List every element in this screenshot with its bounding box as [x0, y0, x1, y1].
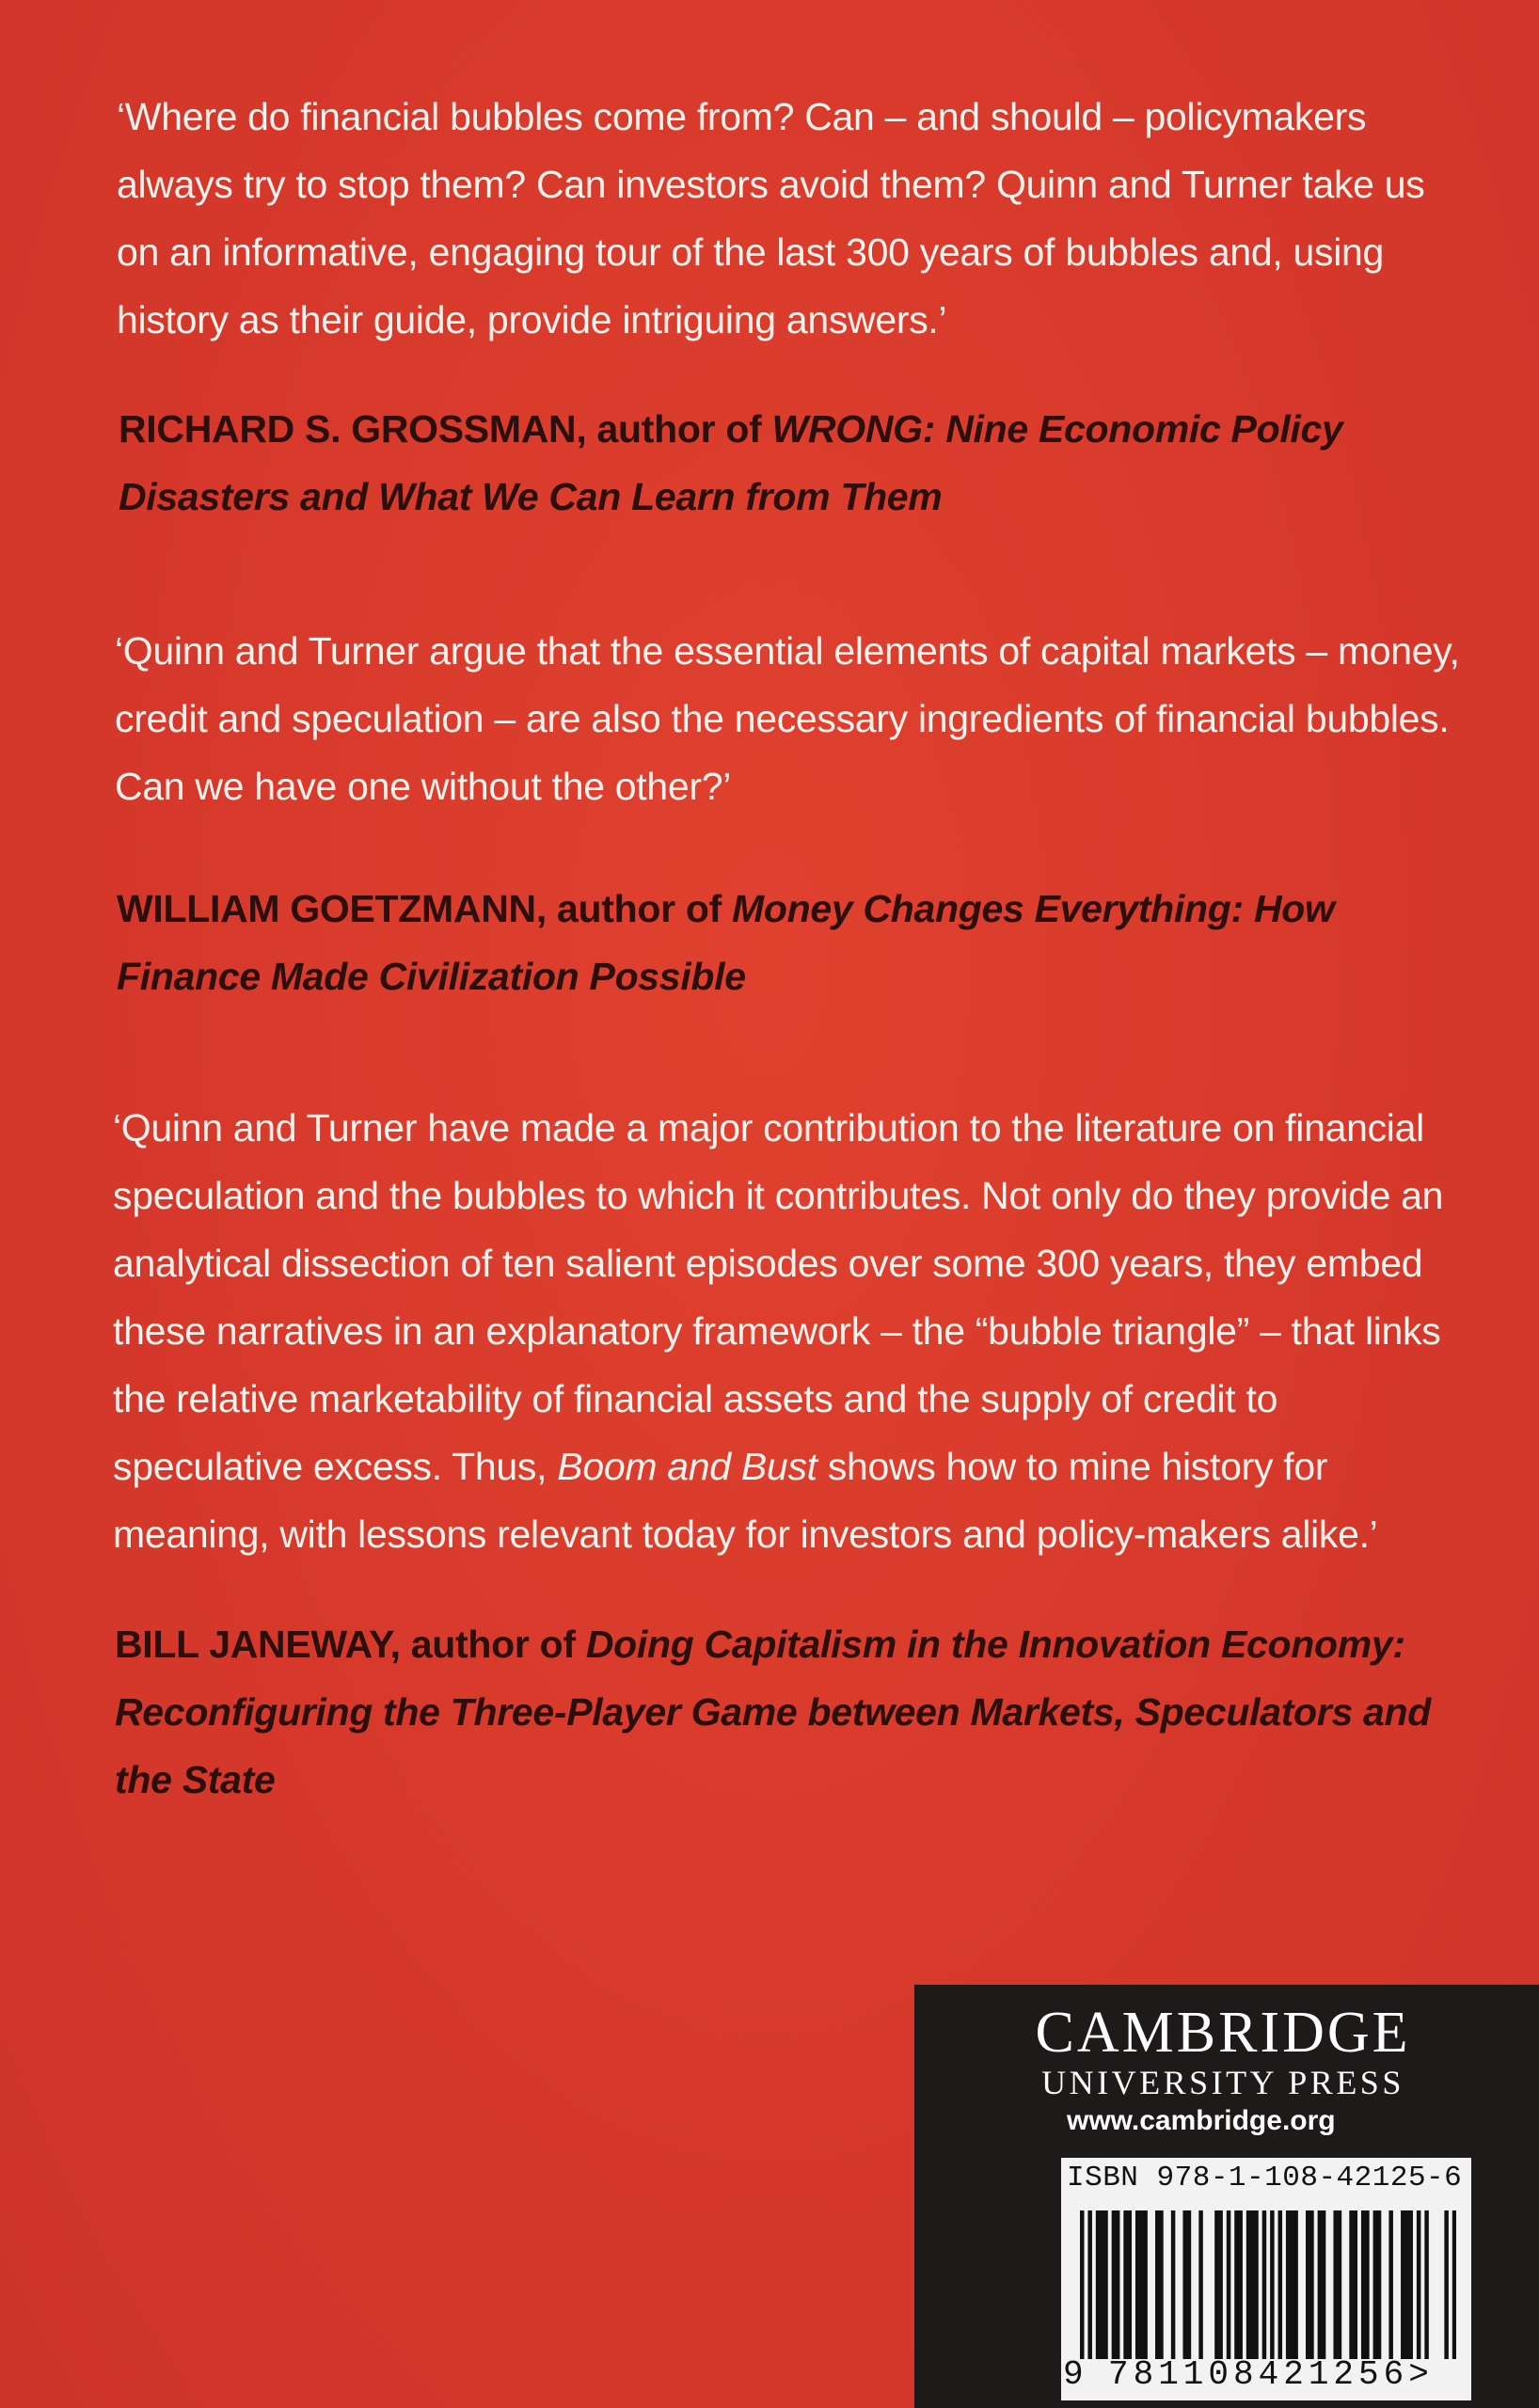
blurb-quote-1: [117, 83, 1471, 354]
barcode-bar: [1309, 2210, 1314, 2359]
barcode-bar: [1246, 2210, 1251, 2359]
barcode-bar: [1159, 2210, 1164, 2359]
blurb-author-of-3: author of: [410, 1623, 576, 1666]
barcode-bar: [1254, 2210, 1259, 2359]
blurb-quote-3-part1: ‘Quinn and Turner have made a major contribution to the literature on financial speculation and the bubbles to which it contributes. Not only do they provide an analytical dissection of ten salient episodes over some 300 years, they embed these narratives in an explanatory framework – the “bubble triangle” – that links the relative marketability of financial assets and the supply of credit to speculative excess. Thus,: [113, 1106, 1444, 1488]
barcode-bar: [1306, 2210, 1310, 2359]
blurb-attribution-2: [117, 875, 1471, 1010]
ean-first-digit: 9: [1063, 2355, 1084, 2394]
publisher-name: CAMBRIDGE: [1035, 2001, 1411, 2065]
barcode-bar: [1338, 2210, 1342, 2359]
barcode-bar: [1270, 2210, 1275, 2359]
barcode-bar: [1171, 2210, 1176, 2359]
barcode-bar: [1290, 2210, 1294, 2359]
barcode-bar: [1139, 2210, 1144, 2359]
blurb-author-of-2: author of: [557, 887, 722, 930]
barcode-bar: [1080, 2210, 1085, 2359]
barcode-bar: [1100, 2210, 1104, 2359]
barcode-bar: [1286, 2210, 1291, 2359]
barcode-bar: [1096, 2210, 1101, 2359]
blurb-quote-2: [115, 617, 1469, 820]
barcode-bar: [1155, 2210, 1160, 2359]
barcode-bar: [1234, 2210, 1239, 2359]
blurb-author-3: BILL JANEWAY,: [115, 1623, 401, 1666]
blurb-quote-3-book-title: Boom and Bust: [557, 1445, 817, 1488]
barcode-bar: [1112, 2210, 1117, 2359]
barcode-bar: [1424, 2210, 1429, 2359]
blurb-quote-3-part2: shows how to mine history for meaning, with lessons relevant today for investors and policy-makers alike.’: [113, 1445, 1378, 1556]
blurb-quote-3: [113, 1094, 1468, 1568]
ean-digits: [1108, 2355, 1434, 2394]
publisher-press: UNIVERSITY PRESS: [1041, 2064, 1404, 2101]
barcode-bar: [1116, 2210, 1120, 2359]
blurb-book-title-3: Doing Capitalism in the Innovation Economy: Reconfiguring the Three-Player Game between Markets, Speculators and the State: [115, 1623, 1432, 1801]
barcode-bar: [1365, 2210, 1370, 2359]
barcode-bar: [1128, 2210, 1133, 2359]
blurb-quote-2-text: ‘Quinn and Turner argue that the essential elements of capital markets – money, credit and speculation – are also the necessary ingredients of financial bubbles. Can we have one without the other?’: [115, 629, 1460, 808]
barcode-bars: [1080, 2210, 1456, 2359]
barcode-bar: [1361, 2210, 1366, 2359]
isbn-barcode: [1061, 2158, 1471, 2400]
barcode-bar: [1388, 2210, 1393, 2359]
barcode-bar: [1087, 2210, 1092, 2359]
barcode-bar: [1214, 2210, 1219, 2359]
blurb-quote-1-text: ‘Where do financial bubbles come from? Can – and should – policymakers always try to stop them? Can investors avoid them? Quinn and Turner take us on an informative, engaging tour of the last 300 years of bubbles and, using history as their guide, provide intriguing answers.’: [117, 95, 1425, 341]
barcode-bar: [1182, 2210, 1187, 2359]
publisher-url: www.cambridge.org: [1067, 2105, 1336, 2136]
barcode-bar: [1444, 2210, 1449, 2359]
barcode-bar: [1404, 2210, 1409, 2359]
ean-end-mark: >: [1408, 2355, 1434, 2394]
barcode-bar: [1377, 2210, 1382, 2359]
barcode-bar: [1293, 2210, 1298, 2359]
barcode-bar: [1238, 2210, 1243, 2359]
barcode-bar: [1123, 2210, 1128, 2359]
barcode-bar: [1135, 2210, 1140, 2359]
barcode-bar: [1349, 2210, 1354, 2359]
barcode-bar: [1250, 2210, 1255, 2359]
publisher-block: [914, 1985, 1539, 2408]
barcode-bar: [1278, 2210, 1283, 2359]
barcode-bar: [1417, 2210, 1421, 2359]
publisher-logo: [914, 2002, 1539, 2101]
barcode-bar: [1103, 2210, 1108, 2359]
blurb-book-title-1: WRONG: Nine Economic Policy Disasters and What We Can Learn from Them: [119, 407, 1343, 518]
barcode-bar: [1143, 2210, 1148, 2359]
barcode-bar: [1452, 2210, 1456, 2359]
blurb-author-1: RICHARD S. GROSSMAN,: [119, 407, 587, 451]
barcode-bar: [1322, 2210, 1326, 2359]
barcode-bar: [1218, 2210, 1223, 2359]
barcode-bar: [1227, 2210, 1231, 2359]
blurb-book-title-2: Money Changes Everything: How Finance Made Civilization Possible: [117, 887, 1335, 998]
blurb-attribution-3: [115, 1610, 1469, 1814]
barcode-bar: [1262, 2210, 1267, 2359]
isbn-label: ISBN 978-1-108-42125-6: [1067, 2162, 1463, 2194]
barcode-bar: [1198, 2210, 1203, 2359]
blurb-author-of-1: author of: [596, 407, 762, 451]
barcode-bar: [1373, 2210, 1378, 2359]
blurb-attribution-1: [119, 395, 1473, 531]
barcode-bar: [1408, 2210, 1413, 2359]
barcode-bar: [1187, 2210, 1192, 2359]
ean-digit-string: 781108421256: [1108, 2355, 1409, 2394]
barcode-bar: [1318, 2210, 1323, 2359]
barcode-bar: [1333, 2210, 1338, 2359]
barcode-bar: [1354, 2210, 1358, 2359]
barcode-bar: [1401, 2210, 1405, 2359]
blurb-author-2: WILLIAM GOETZMANN,: [117, 887, 547, 930]
